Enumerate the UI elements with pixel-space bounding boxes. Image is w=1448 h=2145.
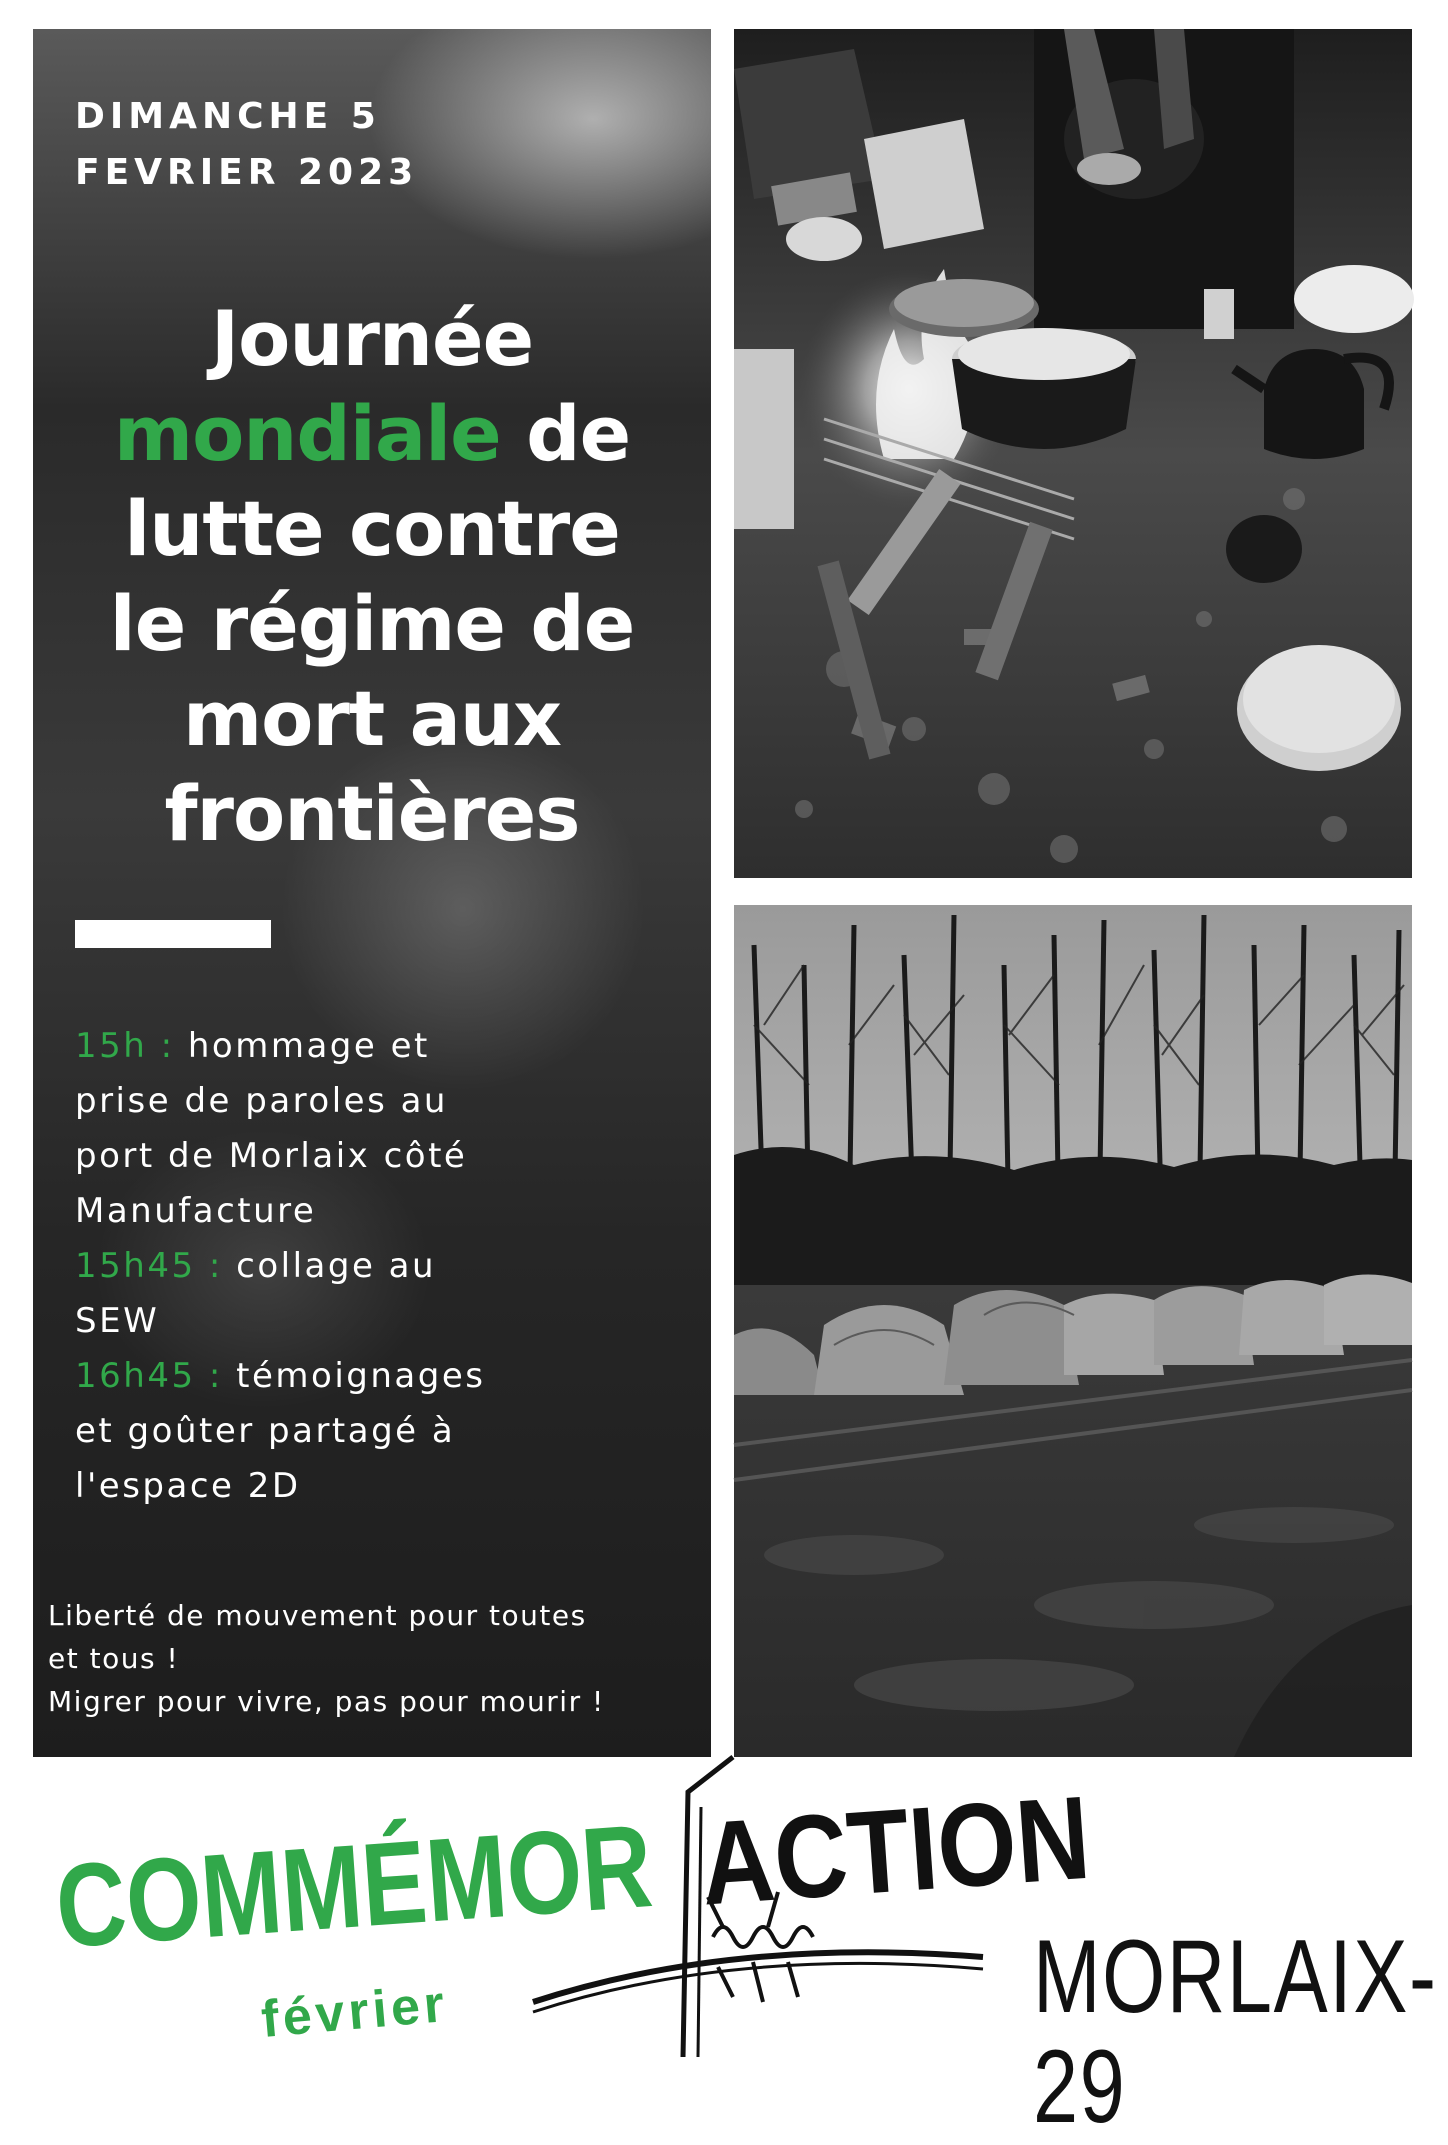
schedule-item-1 [75,1019,485,1239]
camp-photo [734,905,1412,1757]
campfire-photo [734,29,1412,878]
event-title-line4: le régime de [109,579,635,668]
logo-word-commemor: COMMÉMOR [51,1798,657,1973]
schedule-item-3 [75,1349,485,1514]
event-date-line1: DIMANCHE 5 [75,96,381,137]
event-date-line2: FEVRIER 2023 [75,152,419,193]
event-title-line1: Journée [210,294,534,383]
schedule-time: 16h45 : [75,1356,223,1396]
slogan-line2: et tous ! [48,1642,180,1675]
slogan [48,1594,605,1723]
slogan-line1: Liberté de mouvement pour toutes [48,1599,587,1632]
event-title-line3: lutte contre [124,484,620,573]
schedule-text: l'espace 2D [75,1466,301,1506]
schedule-item-2 [75,1239,485,1349]
logo-city: MORLAIX-29 [1033,1919,1438,2145]
event-schedule [75,1019,485,1514]
schedule-text: collage au [222,1246,437,1286]
schedule-text: prise de paroles au [75,1081,448,1121]
event-title-accent: mondiale [113,389,501,478]
schedule-text: témoignages [222,1356,486,1396]
event-title-line2 [33,386,711,481]
schedule-text: Manufacture [75,1191,317,1231]
logo-word-fevrier: février [258,1974,451,2049]
event-title-line5: mort aux [182,674,562,763]
schedule-time: 15h45 : [75,1246,223,1286]
schedule-text: SEW [75,1301,160,1341]
slogan-line3: Migrer pour vivre, pas pour mourir ! [48,1685,605,1718]
schedule-text: hommage et [174,1026,430,1066]
schedule-text: et goûter partagé à [75,1411,456,1451]
divider-bar [75,920,271,948]
event-date [75,89,418,201]
schedule-time: 15h : [75,1026,175,1066]
logo-word-action: ACTION [696,1771,1094,1931]
event-title [33,291,711,861]
event-info-panel [33,29,711,1757]
schedule-text: port de Morlaix côté [75,1136,468,1176]
footer-logo-banner [33,1757,1438,2145]
event-title-line2-rest: de [500,389,631,478]
event-title-line6: frontières [164,769,580,858]
